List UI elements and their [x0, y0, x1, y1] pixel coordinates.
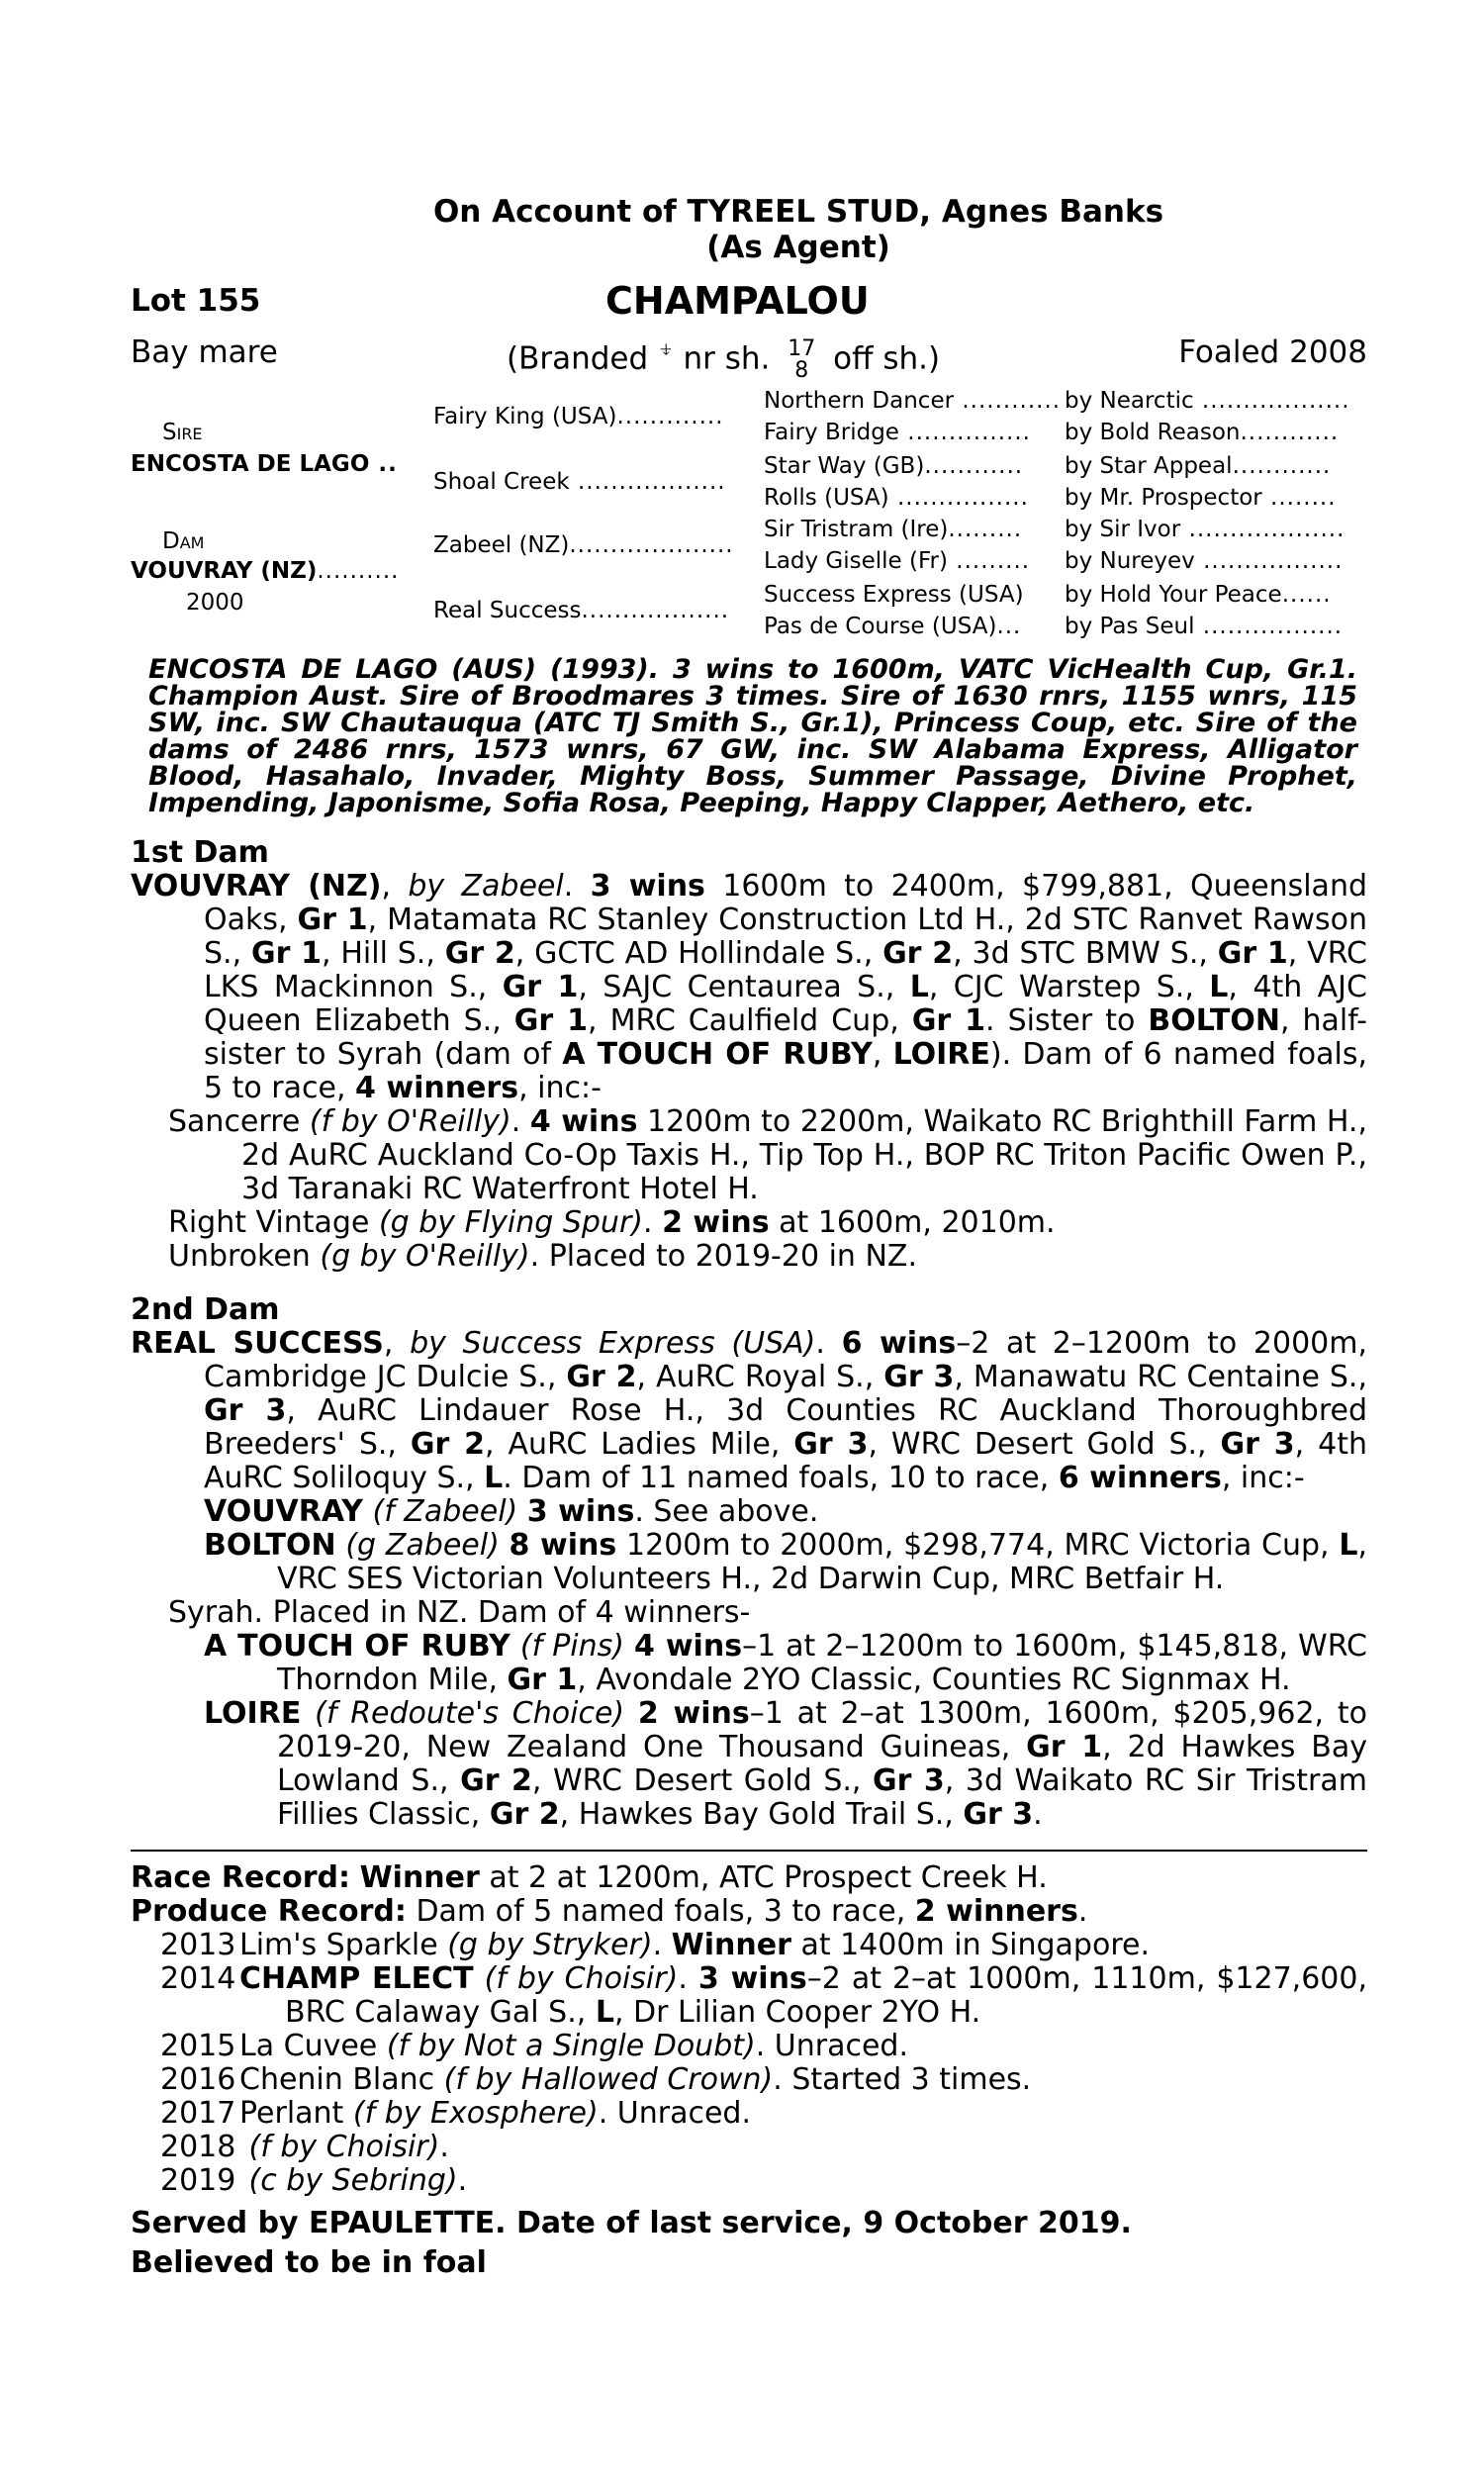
produce-item: 2019 (c by Sebring).: [160, 2163, 468, 2198]
pedigree-g3-3: Star Way (GB)............: [764, 453, 1024, 479]
agent-line: (As Agent): [706, 230, 890, 265]
pedigree-g3-2: Fairy Bridge ...............: [764, 420, 1031, 445]
horse-name: CHAMPALOU: [605, 279, 870, 323]
produce-record: Produce Record: Dam of 5 named foals, 3 to race, 2 winners.: [131, 1894, 1088, 1929]
foal-item: Unbroken (g by O'Reilly). Placed to 2019-20 in NZ.: [168, 1239, 917, 1274]
lot-number: Lot 155: [131, 283, 261, 319]
lot-row: [131, 279, 1367, 325]
first-dam-heading: 1st Dam: [131, 835, 269, 870]
pedigree-g3-sire-6: by Nureyev .................: [1065, 548, 1344, 574]
pedigree-g3-sire-7: by Hold Your Peace......: [1065, 582, 1332, 608]
vendor-line: On Account of TYREEL STUD, Agnes Banks: [432, 194, 1164, 230]
pedigree-sire-sire: Fairy King (USA).............: [433, 404, 724, 429]
foal-item: VOUVRAY (f Zabeel) 3 wins. See above.: [204, 1494, 819, 1529]
grandfoal-item: A TOUCH OF RUBY (f Pins) 4 wins–1 at 2–1200m to 1600m, $145,818, WRC Thorndon Mile, Gr 1, Avondale 2YO Classic, Counties RC Signmax H.: [204, 1629, 1367, 1697]
horse-sex: Bay mare: [131, 334, 278, 370]
sire-name: ENCOSTA DE LAGO ..: [131, 451, 398, 477]
pedigree-g3-8: Pas de Course (USA)...: [764, 614, 1022, 639]
pedigree-g3-1: Northern Dancer ............: [764, 388, 1062, 414]
produce-item: 2017 Perlant (f by Exosphere). Unraced.: [160, 2096, 751, 2131]
pedigree-g3-6: Lady Giselle (Fr) .........: [764, 548, 1031, 574]
produce-item: 2013 Lim's Sparkle (g by Stryker). Winner at 1400m in Singapore.: [160, 1928, 1151, 1962]
foal-item: Right Vintage (g by Flying Spur). 2 wins at 1600m, 2010m.: [168, 1205, 1056, 1240]
sire-note: ENCOSTA DE LAGO (AUS) (1993). 3 wins to 1600m, VATC VicHealth Cup, Gr.1. Champion Aust. Sire of Broodmares 3 times. Sire of 1630 rnrs, 1155 wnrs, 115 SW, inc. SW Chautauqua (ATC TJ Smith S., Gr.1), Princess Coup, etc. Sire of the dams of 2486 rnrs, 1573 wnrs, 67 GW, inc. SW Alabama Express, Alligator Blood, Hasahalo, Invader, Mighty Boss, Summer Passage, Divine Prophet, Impending, Japonisme, Sofia Rosa, Peeping, Happy Clapper, Aethero, etc.: [148, 654, 1357, 818]
pedigree-g3-sire-8: by Pas Seul .................: [1065, 614, 1344, 639]
produce-item: 2016 Chenin Blanc (f by Hallowed Crown). Started 3 times.: [160, 2062, 1032, 2097]
produce-item: 2014 CHAMP ELECT (f by Choisir). 3 wins–2 at 2–at 1000m, 1110m, $127,600, BRC Calaway Gal S., L, Dr Lilian Cooper 2YO H.: [160, 1961, 1368, 2030]
first-dam-text: VOUVRAY (NZ), by Zabeel. 3 wins 1600m to 2400m, $799,881, Queensland Oaks, Gr 1, Matamata RC Stanley Construction Ltd H., 2d STC Ranvet Rawson S., Gr 1, Hill S., Gr 2, GCTC AD Hollindale S., Gr 2, 3d STC BMW S., Gr 1, VRC LKS Mackinnon S., Gr 1, SAJC Centaurea S., L, CJC Warstep S., L, 4th AJC Queen Elizabeth S., Gr 1, MRC Caulfield Cup, Gr 1. Sister to BOLTON, half-sister to Syrah (dam of A TOUCH OF RUBY, LOIRE). Dam of 6 named foals, 5 to race, 4 winners, inc:-: [131, 869, 1368, 1105]
grandfoal-item: LOIRE (f Redoute's Choice) 2 wins–1 at 2–at 1300m, 1600m, $205,962, to 2019-20, New Zealand One Thousand Guineas, Gr 1, 2d Hawkes Bay Lowland S., Gr 2, WRC Desert Gold S., Gr 3, 3d Waikato RC Sir Tristram Fillies Classic, Gr 2, Hawkes Bay Gold Trail S., Gr 3.: [204, 1696, 1368, 1832]
foal-item: BOLTON (g Zabeel) 8 wins 1200m to 2000m, $298,774, MRC Victoria Cup, L, VRC SES Victorian Volunteers H., 2d Darwin Cup, MRC Betfair H.: [204, 1528, 1367, 1596]
brand-off: off sh.): [833, 340, 941, 377]
description-row: [131, 325, 1367, 384]
pedigree-g3-sire-2: by Bold Reason............: [1065, 420, 1340, 445]
second-dam-heading: 2nd Dam: [131, 1292, 280, 1327]
foal-status: Believed to be in foal: [131, 2245, 487, 2280]
brand-num-top: 17: [788, 335, 816, 361]
foaled-year: Foaled 2008: [1178, 334, 1367, 370]
brand-info: [507, 334, 940, 382]
foal-item: Syrah. Placed in NZ. Dam of 4 winners-: [168, 1595, 751, 1630]
brand-mark-icon: ⍖: [658, 334, 674, 364]
pedigree-sire-dam: Shoal Creek ..................: [433, 469, 726, 495]
dam-label: Dam: [162, 528, 205, 554]
race-record: Race Record: Winner at 2 at 1200m, ATC Prospect Creek H.: [131, 1860, 1048, 1895]
pedigree-g3-7: Success Express (USA): [764, 582, 1024, 608]
dam-name: VOUVRAY (NZ)..........: [131, 558, 400, 584]
produce-item: 2018 (f by Choisir).: [160, 2130, 449, 2164]
second-dam-text: REAL SUCCESS, by Success Express (USA). 6 wins–2 at 2–1200m to 2000m, Cambridge JC Dulcie S., Gr 2, AuRC Royal S., Gr 3, Manawatu RC Centaine S., Gr 3, AuRC Lindauer Rose H., 3d Counties RC Auckland Thoroughbred Breeders' S., Gr 2, AuRC Ladies Mile, Gr 3, WRC Desert Gold S., Gr 3, 4th AuRC Soliloquy S., L. Dam of 11 named foals, 10 to race, 6 winners, inc:-: [131, 1326, 1368, 1495]
pedigree-dam-dam: Real Success..................: [433, 598, 730, 623]
divider: [131, 1850, 1367, 1852]
dam-year: 2000: [186, 590, 244, 616]
produce-item: 2015 La Cuvee (f by Not a Single Doubt). Unraced.: [160, 2029, 908, 2063]
brand-near: nr sh.: [683, 340, 771, 377]
pedigree-g3-sire-3: by Star Appeal............: [1065, 453, 1332, 479]
brand-prefix: (Branded: [507, 340, 649, 377]
sire-label: Sire: [162, 420, 203, 445]
pedigree-g3-sire-4: by Mr. Prospector ........: [1065, 485, 1337, 511]
pedigree-dam-sire: Zabeel (NZ)....................: [433, 532, 734, 558]
foal-item: Sancerre (f by O'Reilly). 4 wins 1200m to 2200m, Waikato RC Brighthill Farm H., 2d AuRC Auckland Co-Op Taxis H., Tip Top H., BOP RC Triton Pacific Owen P., 3d Taranaki RC Waterfront Hotel H.: [168, 1104, 1367, 1206]
catalogue-page: [131, 194, 1367, 2283]
pedigree-g3-4: Rolls (USA) ................: [764, 485, 1029, 511]
service-note: Served by EPAULETTE. Date of last service, 9 October 2019.: [131, 2206, 1132, 2240]
produce-list: [131, 1929, 1367, 2198]
pedigree-g3-sire-5: by Sir Ivor ...................: [1065, 517, 1345, 542]
pedigree-g3-5: Sir Tristram (Ire).........: [764, 517, 1023, 542]
pedigree-g3-sire-1: by Nearctic ..................: [1065, 388, 1350, 414]
brand-number: [788, 335, 816, 383]
pedigree-table: [131, 388, 1367, 640]
brand-num-bottom: 8: [794, 357, 809, 383]
